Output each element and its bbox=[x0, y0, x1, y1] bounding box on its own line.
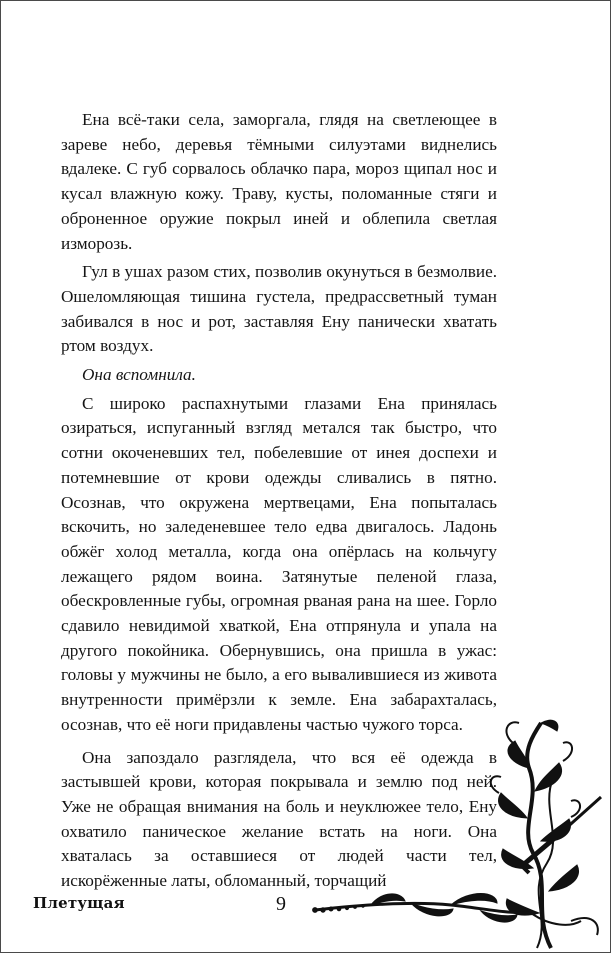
book-title: Плетущая bbox=[33, 894, 125, 912]
paragraph-4: С широко распахнутыми глазами Ена принялась озираться, испуганный взгляд метался так быстро, что сотни окоченевших тел, побелевшие от инея доспехи и потемневшие от крови одежды сливались в пятно. Осознав, что окружена мертвецами, Ена попыталась вскочить, но заледеневшее тело едва двигалось. Ладонь обжёг холод металла, когда она опёрлась на кольчугу лежащего рядом воина. Затянутые пеленой глаза, обескровленные губы, огромная рваная рана на шее. Горло сдавило невидимой хваткой, Ена отпрянула и упала на другого покойника. Обернувшись, она пришла в ужас: головы у мужчины не было, а его вывалившиеся из живота внутренности примёрзли к земле. Ена забарахталась, осознав, что её ноги придавлены частью чужого торса. bbox=[61, 393, 497, 734]
paragraph-2: Гул в ушах разом стих, позволив окунуться в безмолвие. Ошеломляющая тишина густела, предрассветный туман забивался в нос и рот, заставляя Ену панически хватать ртом воздух. bbox=[61, 262, 497, 356]
paragraph-3-italic: Она вспомнила. bbox=[82, 365, 196, 385]
paragraph-5: Она запоздало разглядела, что вся её одежда в застывшей крови, которая покрывала и землю под ней. Уже не обращая внимания на боль и неуклюжее тело, Ену охватило паническое желание встать на ноги. Она хваталась за оставшиеся от людей части тел, искорёженные латы, обломанный, торчащий bbox=[61, 747, 497, 891]
paragraph-1: Ена всё-таки села, заморгала, глядя на светлеющее в зареве небо, деревья тёмными силуэтами виднелись вдалеке. С губ сорвалось облачко пара, мороз щипал нос и кусал влажную кожу. Траву, кусты, поломанные стяги и оброненное оружие покрыл иней и облепила светлая изморозь. bbox=[61, 110, 497, 253]
page-number: 9 bbox=[276, 893, 286, 915]
vine-ornament-icon bbox=[301, 713, 610, 953]
